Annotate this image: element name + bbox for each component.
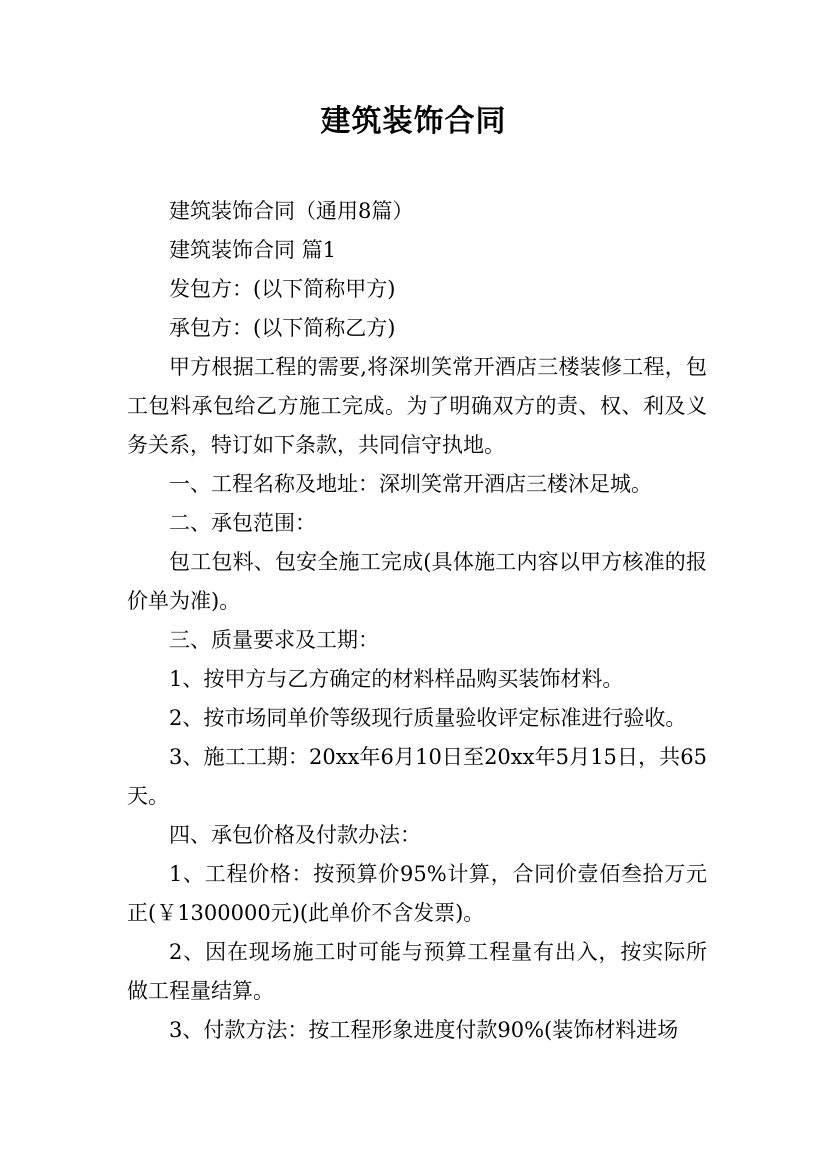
paragraph-scope-heading: 二、承包范围： xyxy=(169,511,316,535)
paragraph-price-1: 1、工程价格：按预算价95%计算，合同价壹佰叁拾万元正(￥1300000元)(此单价不含发票)。 xyxy=(127,862,707,925)
paragraph-quality-2: 2、按市场同单价等级现行质量验收评定标准进行验收。 xyxy=(169,706,687,730)
document-body xyxy=(127,192,707,1050)
paragraph-party-a: 发包方：(以下简称甲方) xyxy=(169,277,396,301)
paragraph-project-name: 一、工程名称及地址：深圳笑常开酒店三楼沐足城。 xyxy=(169,472,652,496)
paragraph-quality-1: 1、按甲方与乙方确定的材料样品购买装饰材料。 xyxy=(169,667,624,691)
paragraph-section-heading: 建筑装饰合同 篇1 xyxy=(169,238,337,262)
paragraph-intro: 甲方根据工程的需要,将深圳笑常开酒店三楼装修工程，包工包料承包给乙方施工完成。为了明确双方的责、权、利及义务关系，特订如下条款，共同信守执地。 xyxy=(127,355,707,457)
paragraph-scope: 包工包料、包安全施工完成(具体施工内容以甲方核准的报价单为准)。 xyxy=(127,550,707,613)
paragraph-price-heading: 四、承包价格及付款办法： xyxy=(169,823,421,847)
paragraph-party-b: 承包方：(以下简称乙方) xyxy=(169,316,396,340)
document-title: 建筑装饰合同 xyxy=(320,104,507,139)
paragraph-quality-3: 3、施工工期：20xx年6月10日至20xx年5月15日，共65天。 xyxy=(127,745,707,808)
paragraph-price-2: 2、因在现场施工时可能与预算工程量有出入，按实际所做工程量结算。 xyxy=(127,940,707,1003)
paragraph-subtitle: 建筑装饰合同（通用8篇） xyxy=(169,199,414,223)
paragraph-quality-heading: 三、质量要求及工期： xyxy=(169,628,379,652)
paragraph-price-3: 3、付款方法：按工程形象进度付款90%(装饰材料进场 xyxy=(169,1018,679,1042)
